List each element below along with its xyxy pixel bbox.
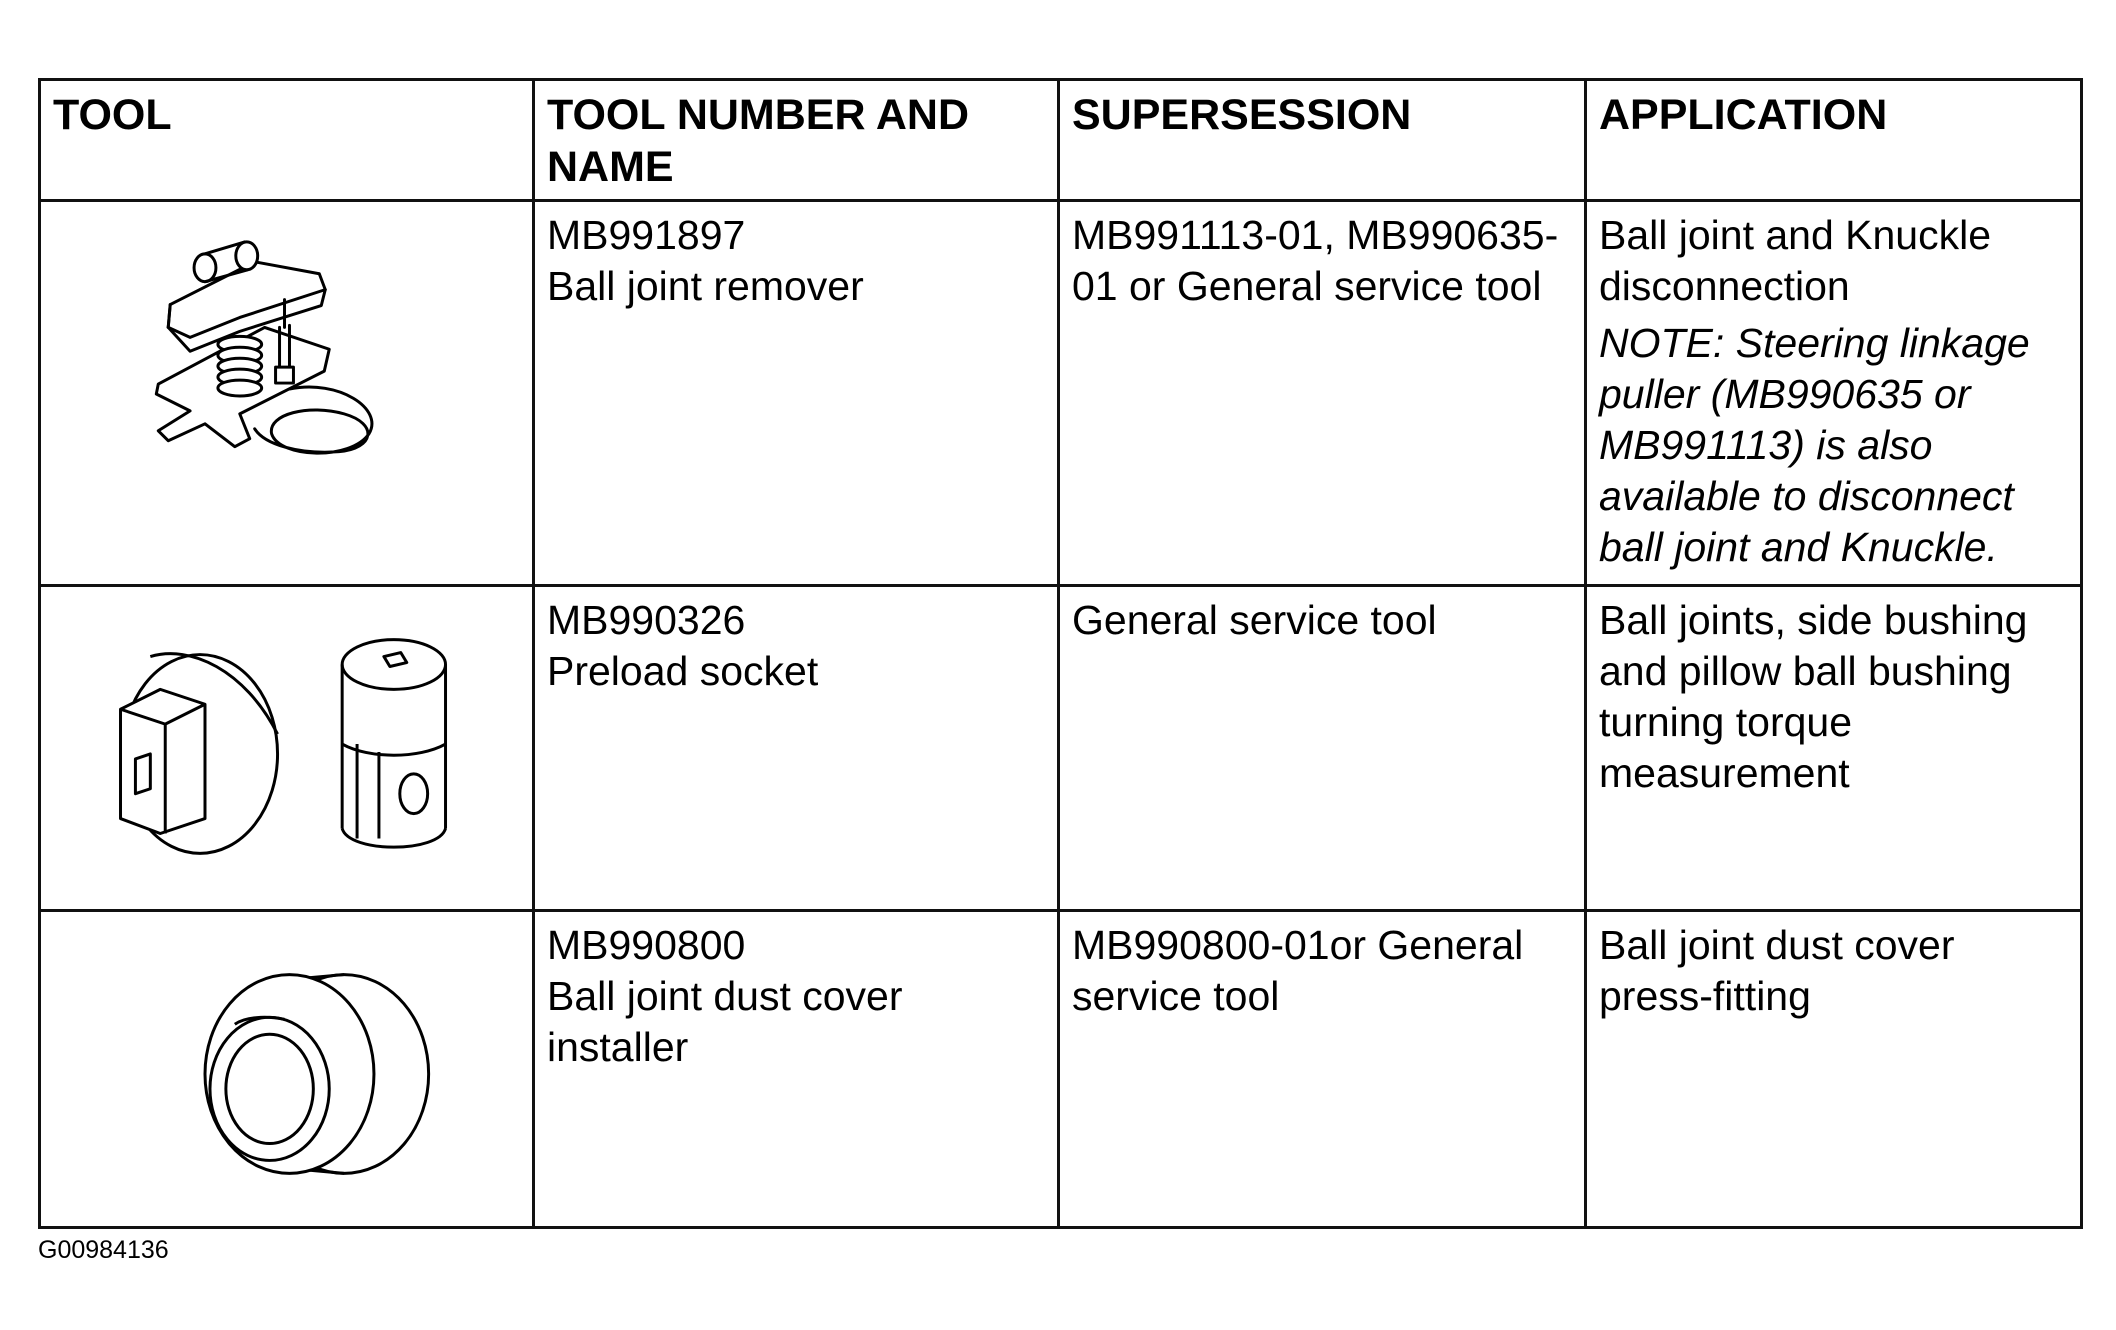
ball-joint-remover-drawing xyxy=(41,202,532,584)
tool-number-cell xyxy=(534,201,1059,586)
special-tools-table xyxy=(38,78,2083,1229)
application-note: NOTE: Steering linkage puller (MB990635 or MB991113) is also available to disconnect ball joint and Knuckle. xyxy=(1599,320,2030,570)
application-cell: Ball joint dust cover press-fitting xyxy=(1586,911,2082,1228)
tool-number: MB990800 xyxy=(547,922,746,968)
supersession-cell: MB991113-01, MB990635-01 or General service tool xyxy=(1059,201,1586,586)
dust-cover-installer-drawing xyxy=(41,912,532,1226)
header-tool-number: TOOL NUMBER AND NAME xyxy=(534,80,1059,201)
tool-number-cell xyxy=(534,911,1059,1228)
figure-id: G00984136 xyxy=(38,1236,169,1264)
tool-image-cell xyxy=(40,201,534,586)
tool-name: Preload socket xyxy=(547,648,819,694)
tool-number: MB991897 xyxy=(547,212,746,258)
supersession-cell: MB990800-01or General service tool xyxy=(1059,911,1586,1228)
tool-number: MB990326 xyxy=(547,597,746,643)
tool-name: Ball joint remover xyxy=(547,263,864,309)
tool-image-cell xyxy=(40,586,534,911)
header-supersession: SUPERSESSION xyxy=(1059,80,1586,201)
supersession-cell: General service tool xyxy=(1059,586,1586,911)
tool-image-cell xyxy=(40,911,534,1228)
application-cell xyxy=(1586,201,2082,586)
header-tool: TOOL xyxy=(40,80,534,201)
header-application: APPLICATION xyxy=(1586,80,2082,201)
application-cell: Ball joints, side bushing and pillow ball bushing turning torque measurement xyxy=(1586,586,2082,911)
table-row xyxy=(40,911,2082,1228)
table-row xyxy=(40,586,2082,911)
tool-number-cell xyxy=(534,586,1059,911)
tool-table-container xyxy=(38,78,2080,1229)
table-header-row xyxy=(40,80,2082,201)
application-text: Ball joint and Knuckle disconnection xyxy=(1599,212,1992,309)
preload-socket-drawing xyxy=(41,587,532,909)
tool-name: Ball joint dust cover installer xyxy=(547,973,903,1070)
table-row xyxy=(40,201,2082,586)
